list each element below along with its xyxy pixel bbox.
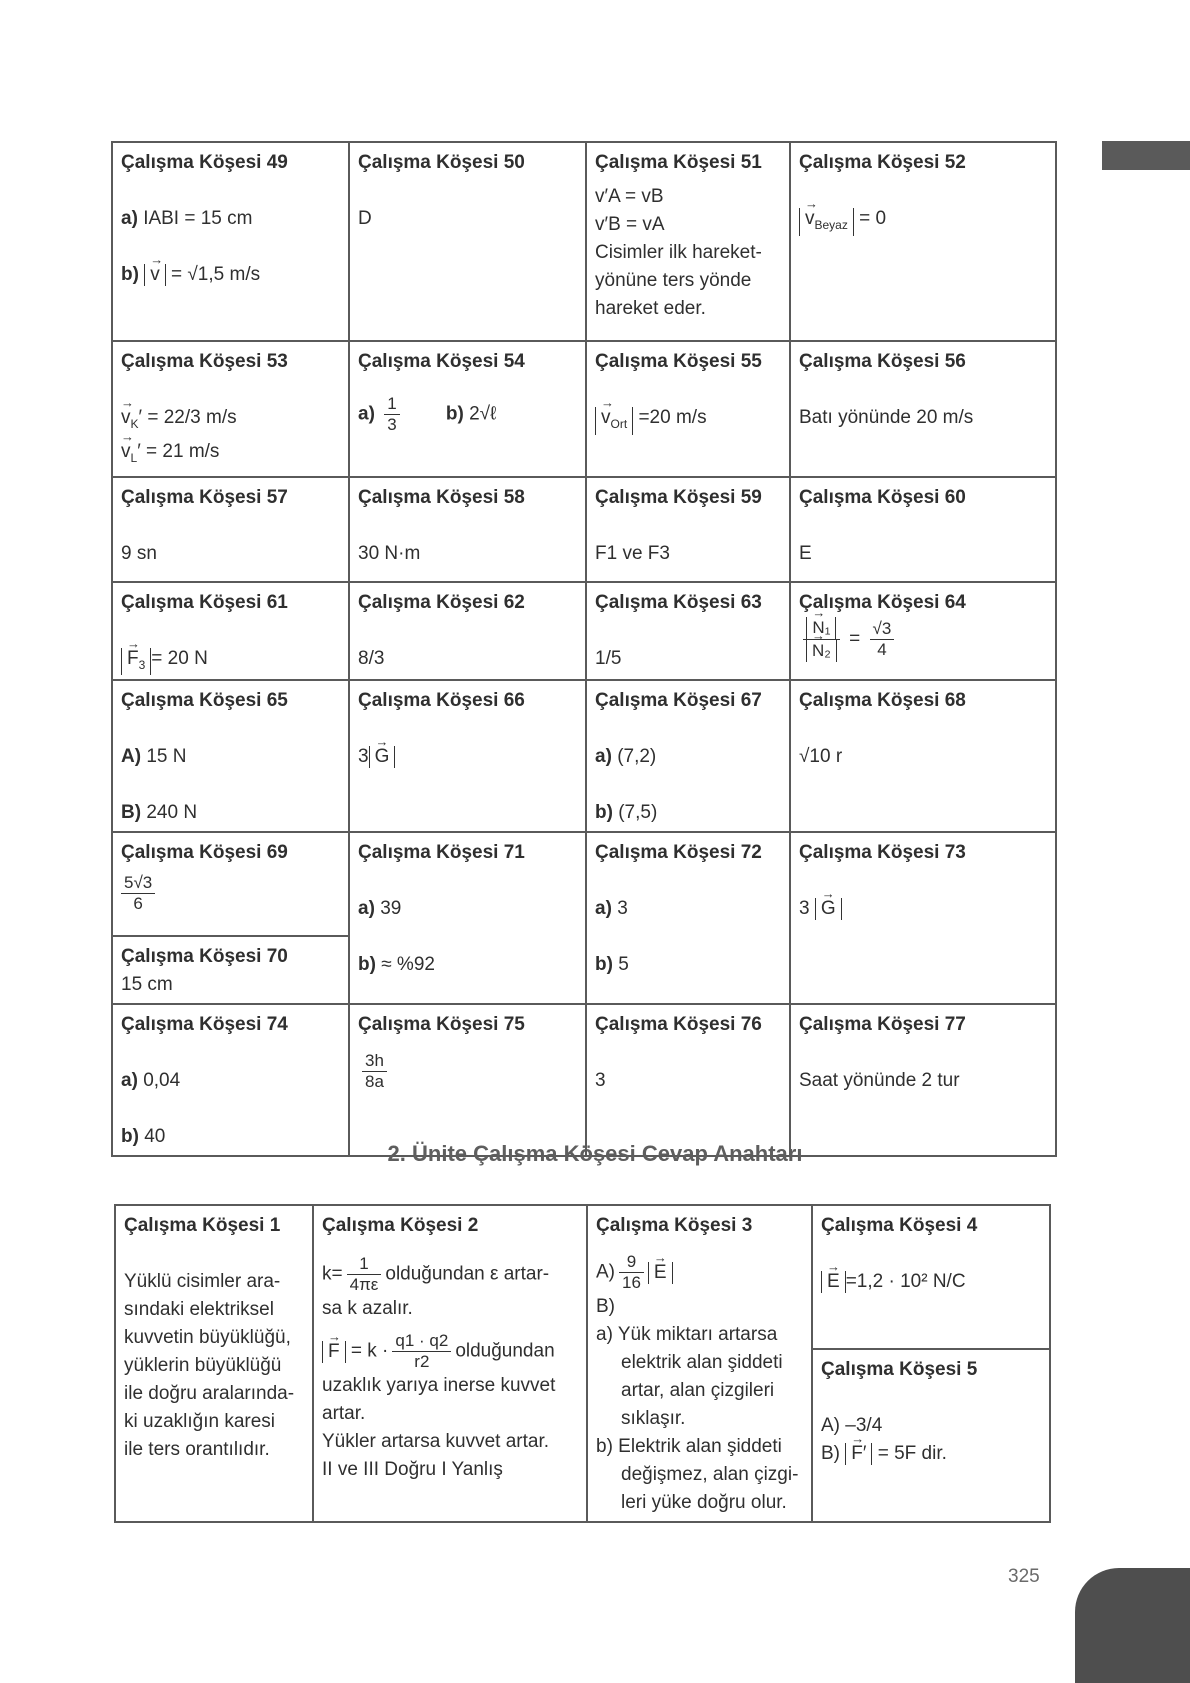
table-row [112,477,1056,582]
cell-74: Çalışma Köşesi 74 a) 0,04 b) 40 [112,1004,349,1156]
cell-u2-2: Çalışma Köşesi 2 k= $\frac{1}{4\pi\varepsilon}$ olduğundan ε artar- sa k azalır. → F = k · $\frac{q1 \cdot q2}{r2}$ olduğundan uzaklık yarıya inerse kuvvet artar. Yükler artarsa kuvvet artar. II ve III Doğru I Yanlış [313,1205,587,1522]
table-row [112,582,1056,681]
cell-77: Çalışma Köşesi 77 Saat yönünde 2 tur [790,1004,1056,1156]
page-number: 325 [1008,1566,1040,1587]
cell-72: Çalışma Köşesi 72 a) 3 b) 5 [586,832,790,1004]
cell-63: Çalışma Köşesi 63 1/5 [586,582,790,681]
cell-51: Çalışma Köşesi 51 v′A = vB v′B = vA Cisimler ilk hareket- yönüne ters yönde hareket eder. [586,142,790,341]
cell-u2-1: Çalışma Köşesi 1 Yüklü cisimler ara- sındaki elektriksel kuvvetin büyüklüğü, yüklerin büyüklüğü ile doğru aralarında- ki uzaklığın karesi ile ters orantılıdır. [115,1205,313,1522]
cell-54: Çalışma Köşesi 54 a) $\frac{1}{3}$ b) 2√ℓ [349,341,586,477]
cell-52: Çalışma Köşesi 52 → $v_{Beyaz} = 0$ [790,142,1056,341]
unit1-answer-table [111,141,1057,1157]
cell-49: Çalışma Köşesi 49 a) IABI = 15 cm b) → v = √1,5 m/s [112,142,349,341]
cell-57: Çalışma Köşesi 57 9 sn [112,477,349,582]
cell-58: Çalışma Köşesi 58 30 N·m [349,477,586,582]
cell-56: Çalışma Köşesi 56 Batı yönünde 20 m/s [790,341,1056,477]
cell-69: Çalışma Köşesi 69 $\frac{5√3}{6}$ [112,832,349,936]
cell-64: Çalışma Köşesi 64 → N₁ → N₂ = $\frac{√3}{4}$ [790,582,1056,681]
cell-u2-5: Çalışma Köşesi 5 A) –3/4 B) → F′ = 5F dir. [812,1349,1050,1522]
cell-67: Çalışma Köşesi 67 a) (7,2) b) (7,5) [586,680,790,832]
table-row [115,1205,1050,1349]
cell-70: Çalışma Köşesi 70 15 cm [112,936,349,1004]
cell-59: Çalışma Köşesi 59 F1 ve F3 [586,477,790,582]
side-tab-marker [1102,141,1190,170]
cell-75: Çalışma Köşesi 75 $\frac{3h}{8a}$ [349,1004,586,1156]
cell-65: Çalışma Köşesi 65 A) 15 N B) 240 N [112,680,349,832]
cell-76: Çalışma Köşesi 76 3 [586,1004,790,1156]
cell-66: Çalışma Köşesi 66 3→ G [349,680,586,832]
table-row [112,680,1056,832]
corner-decoration [1075,1568,1190,1683]
table-row [112,1004,1056,1156]
table-row [112,341,1056,477]
cell-71: Çalışma Köşesi 71 a) 39 b) ≈ %92 [349,832,586,1004]
cell-60: Çalışma Köşesi 60 E [790,477,1056,582]
cell-61: Çalışma Köşesi 61 → $F_3 = 20$ N [112,582,349,681]
cell-u2-4: Çalışma Köşesi 4 → E =1,2 · 10² N/C [812,1205,1050,1349]
cell-u2-3: Çalışma Köşesi 3 A) $\frac{9}{16}$ → E B) a) Yük miktarı artarsa elektrik alan şiddeti artar, alan çizgileri sıklaşır. b) Elektrik alan şiddeti değişmez, alan çizgi- leri yüke doğru olur. [587,1205,812,1522]
unit2-answer-table [114,1204,1051,1523]
table-row [112,832,1056,936]
cell-62: Çalışma Köşesi 62 8/3 [349,582,586,681]
cell-50: Çalışma Köşesi 50 D [349,142,586,341]
cell-55: Çalışma Köşesi 55 → $v_{Ort} =20$ m/s [586,341,790,477]
section-title: 2. Ünite Çalışma Köşesi Cevap Anahtarı [387,1141,803,1166]
cell-53: Çalışma Köşesi 53 → $v_K' = 22/3$ m/s → $v_L' = 21$ m/s [112,341,349,477]
cell-68: Çalışma Köşesi 68 √10 r [790,680,1056,832]
cell-73: Çalışma Köşesi 73 3 → G [790,832,1056,1004]
table-row [112,142,1056,341]
